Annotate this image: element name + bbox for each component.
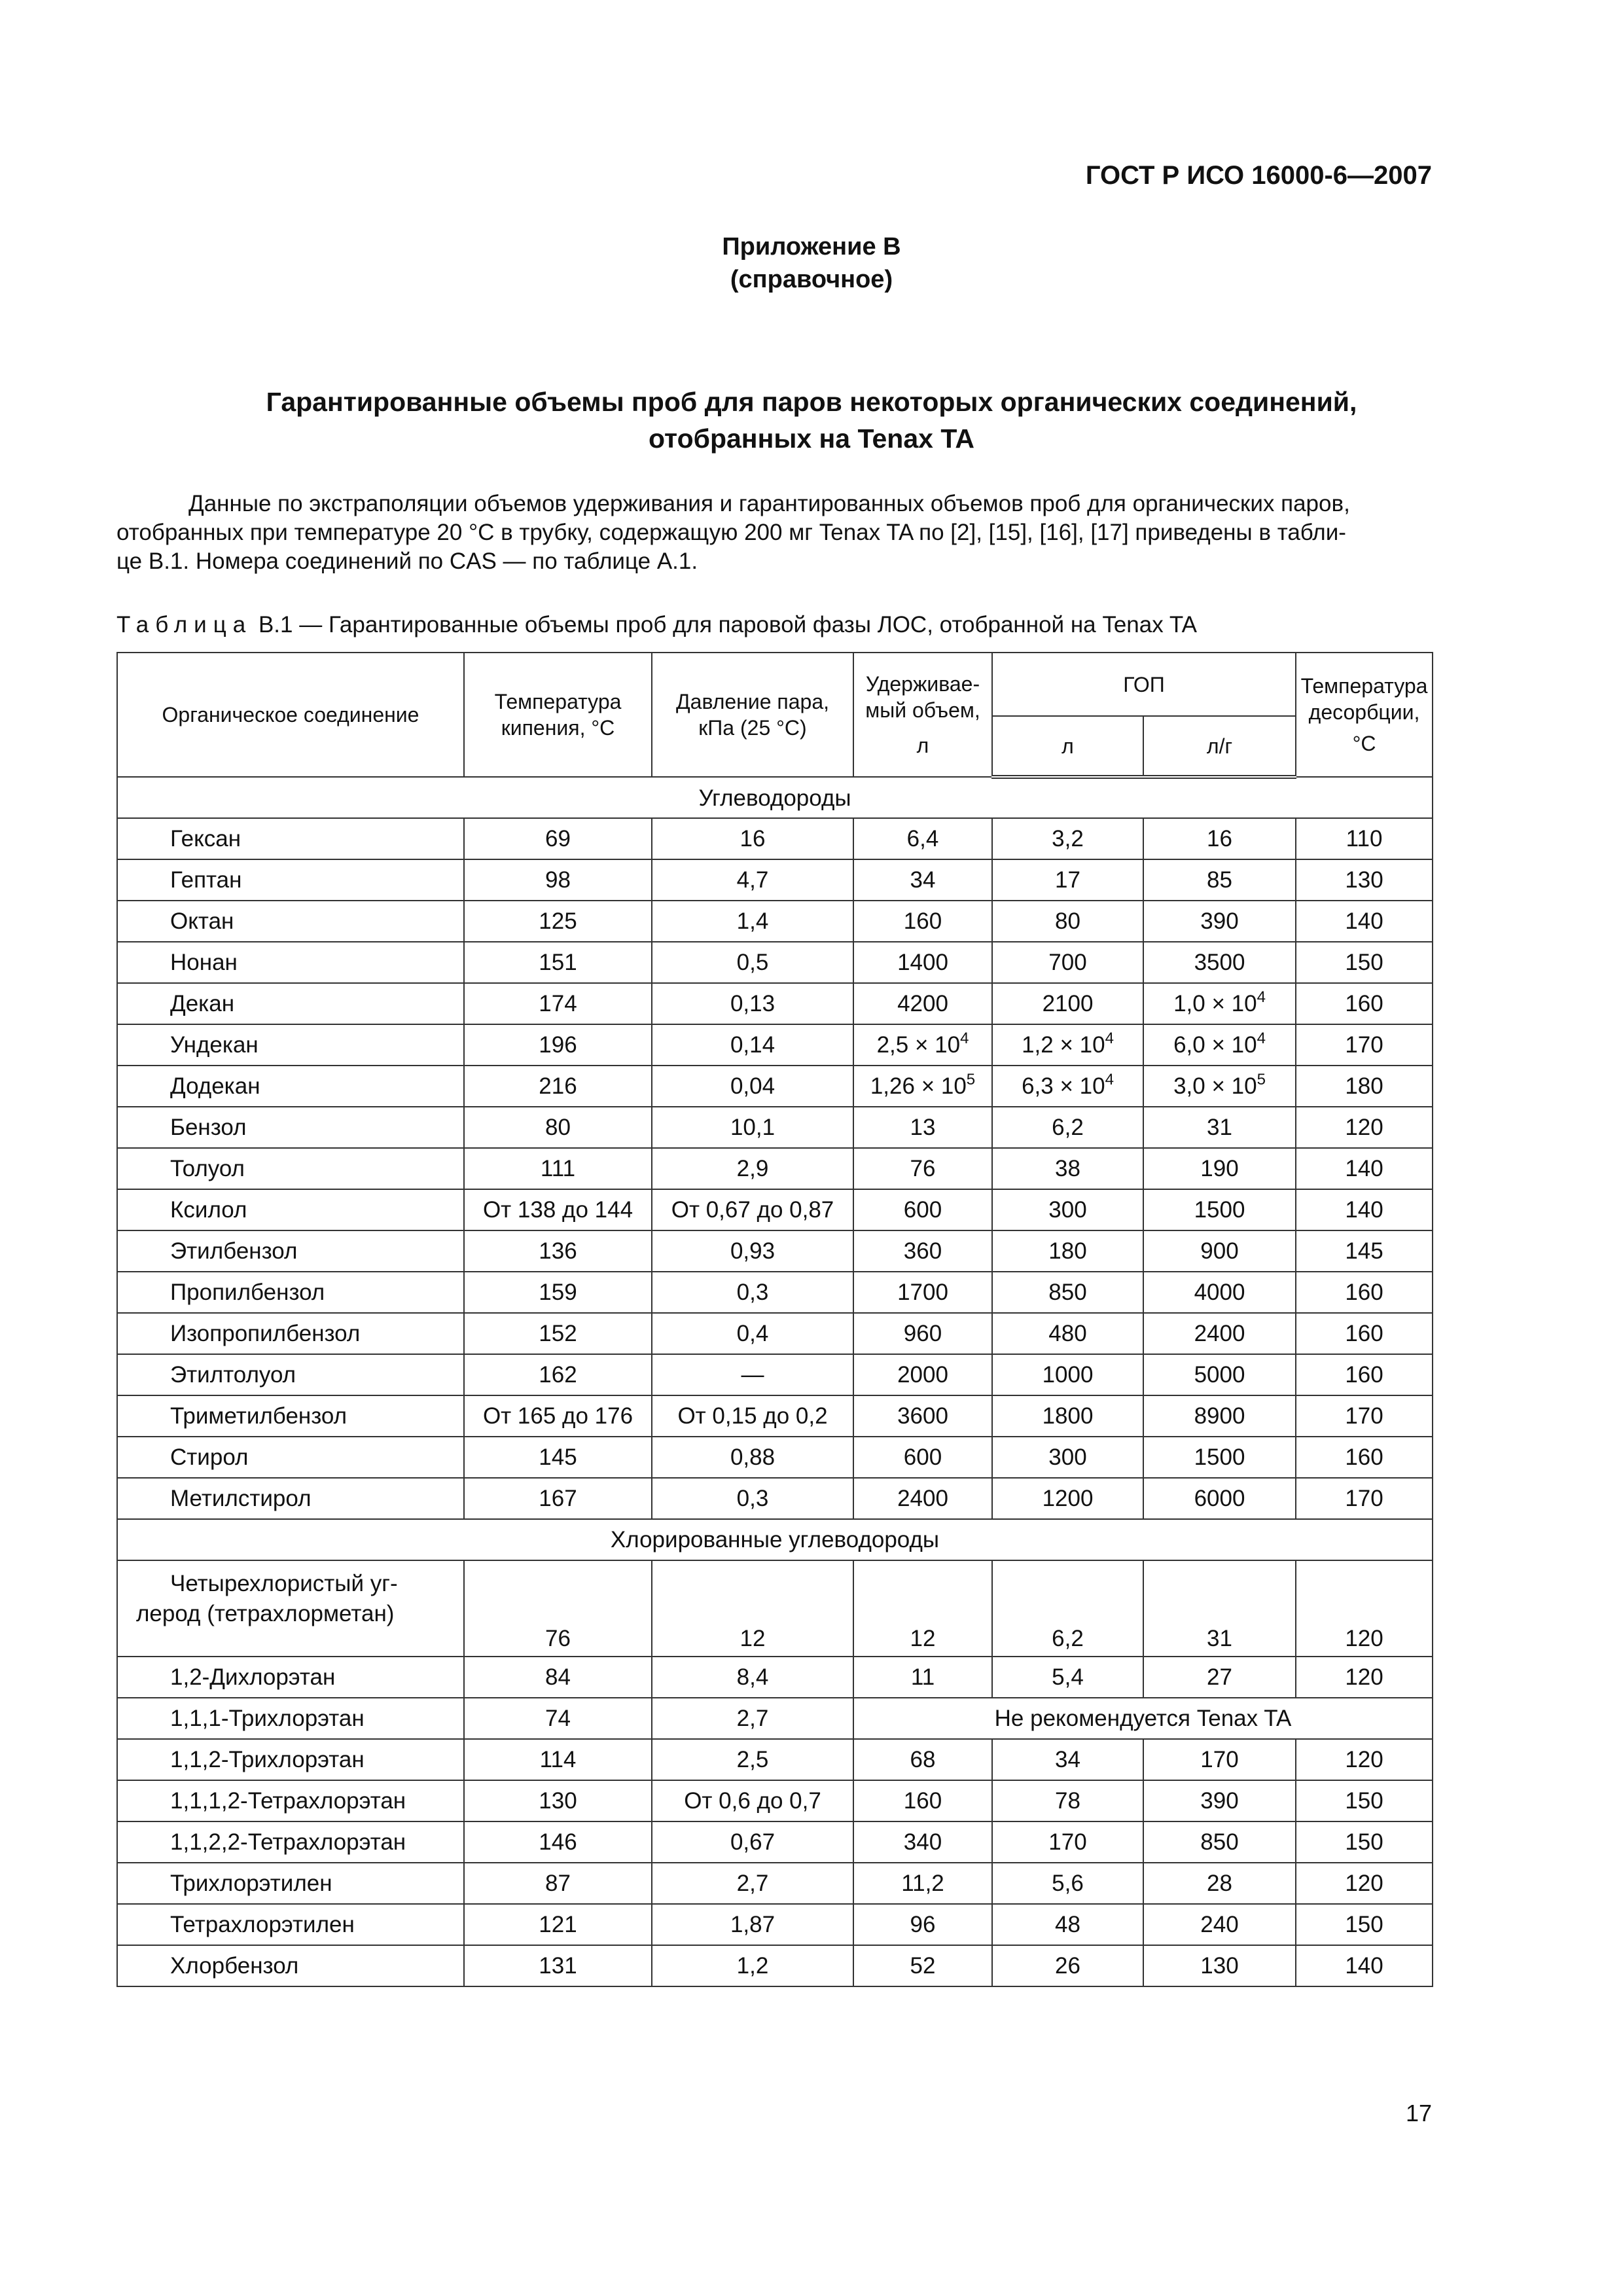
table-row xyxy=(117,1478,1433,1519)
table-row xyxy=(117,1066,1433,1107)
page-title-line-2: отобранных на Tenax TA xyxy=(649,423,974,454)
cell-vapor-pressure: 0,3 xyxy=(652,1272,853,1313)
header-gop: ГОП xyxy=(992,653,1296,716)
cell-compound-name: Стирол xyxy=(117,1437,464,1478)
header-vapor-pressure xyxy=(652,653,853,777)
cell-gop-l: 6,2 xyxy=(992,1107,1143,1148)
cell-gop-lg: 170 xyxy=(1143,1739,1296,1780)
cell-gop-l: 300 xyxy=(992,1189,1143,1230)
table-row xyxy=(117,1313,1433,1354)
cell-gop-l: 170 xyxy=(992,1821,1143,1863)
table-body xyxy=(117,777,1433,1986)
cell-gop-l: 5,4 xyxy=(992,1657,1143,1698)
value-exponent: 5 xyxy=(966,1070,976,1088)
table-row xyxy=(117,1395,1433,1437)
cell-gop-lg: 1500 xyxy=(1143,1189,1296,1230)
cell-vapor-pressure: 0,04 xyxy=(652,1066,853,1107)
cell-retention-volume: 11,2 xyxy=(853,1863,992,1904)
cell-vapor-pressure: — xyxy=(652,1354,853,1395)
table-row xyxy=(117,1107,1433,1148)
cell-gop-l: 1800 xyxy=(992,1395,1143,1437)
header-gop-lg: л/г xyxy=(1143,716,1296,777)
cell-boiling-point: 69 xyxy=(464,818,652,859)
table-caption xyxy=(116,612,1197,638)
cell-desorption-temp: 150 xyxy=(1296,1821,1433,1863)
table-caption-prefix: Таблица xyxy=(116,612,253,637)
cell-desorption-temp: 110 xyxy=(1296,818,1433,859)
cell-vapor-pressure: 10,1 xyxy=(652,1107,853,1148)
cell-boiling-point: От 138 до 144 xyxy=(464,1189,652,1230)
cell-compound-name: Метилстирол xyxy=(117,1478,464,1519)
cell-compound-name xyxy=(117,1560,464,1657)
page-number: 17 xyxy=(1405,2100,1432,2126)
cell-retention-volume: 960 xyxy=(853,1313,992,1354)
cell-gop-l: 300 xyxy=(992,1437,1143,1478)
cell-retention-volume: 2400 xyxy=(853,1478,992,1519)
cell-boiling-point: 125 xyxy=(464,901,652,942)
cell-gop-lg: 130 xyxy=(1143,1945,1296,1986)
cell-gop-lg: 8900 xyxy=(1143,1395,1296,1437)
cell-desorption-temp: 170 xyxy=(1296,1395,1433,1437)
cell-vapor-pressure: 16 xyxy=(652,818,853,859)
cell-gop-lg: 190 xyxy=(1143,1148,1296,1189)
table-row xyxy=(117,1024,1433,1066)
cell-gop-l: 2100 xyxy=(992,983,1143,1024)
cell-boiling-point: 111 xyxy=(464,1148,652,1189)
cell-boiling-point: 162 xyxy=(464,1354,652,1395)
cell-retention-volume: 3600 xyxy=(853,1395,992,1437)
cell-compound-name: Гексан xyxy=(117,818,464,859)
section-title: Углеводороды xyxy=(117,777,1433,818)
cell-gop-l: 1000 xyxy=(992,1354,1143,1395)
cell-gop-l: 38 xyxy=(992,1148,1143,1189)
cell-compound-name: 1,1,2,2-Тетрахлорэтан xyxy=(117,1821,464,1863)
cell-gop-l: 17 xyxy=(992,859,1143,901)
cell-gop-l: 180 xyxy=(992,1230,1143,1272)
cell-boiling-point: 98 xyxy=(464,859,652,901)
cell-desorption-temp: 160 xyxy=(1296,1313,1433,1354)
value-exponent: 4 xyxy=(960,1029,969,1047)
cell-retention-volume: 13 xyxy=(853,1107,992,1148)
cell-vapor-pressure: От 0,15 до 0,2 xyxy=(652,1395,853,1437)
compound-name-line: лерод (тетрахлорметан) xyxy=(136,1601,395,1626)
cell-desorption-temp: 140 xyxy=(1296,1945,1433,1986)
section-title: Хлорированные углеводороды xyxy=(117,1519,1433,1560)
cell-desorption-temp: 160 xyxy=(1296,1272,1433,1313)
value-exponent: 4 xyxy=(1257,988,1266,1006)
cell-desorption-temp: 120 xyxy=(1296,1560,1433,1657)
header-text: Температура xyxy=(1300,674,1428,698)
cell-boiling-point: 131 xyxy=(464,1945,652,1986)
cell-compound-name: Трихлорэтилен xyxy=(117,1863,464,1904)
appendix-subtitle: (справочное) xyxy=(730,266,893,293)
cell-boiling-point: 74 xyxy=(464,1698,652,1739)
header-text: Удерживае- xyxy=(865,672,980,696)
header-desorption-temp xyxy=(1296,653,1433,777)
cell-vapor-pressure: 0,67 xyxy=(652,1821,853,1863)
cell-desorption-temp: 160 xyxy=(1296,1437,1433,1478)
cell-gop-l: 480 xyxy=(992,1313,1143,1354)
table-row xyxy=(117,1863,1433,1904)
cell-desorption-temp: 160 xyxy=(1296,983,1433,1024)
value-mantissa: 1,2 × 10 xyxy=(1022,1031,1105,1058)
section-row xyxy=(117,1519,1433,1560)
cell-gop-lg: 27 xyxy=(1143,1657,1296,1698)
cell-boiling-point: 80 xyxy=(464,1107,652,1148)
cell-vapor-pressure: 1,2 xyxy=(652,1945,853,1986)
value-mantissa: 3,0 × 10 xyxy=(1173,1073,1257,1099)
cell-gop-lg: 390 xyxy=(1143,1780,1296,1821)
cell-desorption-temp: 120 xyxy=(1296,1739,1433,1780)
cell-compound-name: Толуол xyxy=(117,1148,464,1189)
table-row xyxy=(117,983,1433,1024)
table-row xyxy=(117,1148,1433,1189)
cell-vapor-pressure: 0,14 xyxy=(652,1024,853,1066)
table-row xyxy=(117,1437,1433,1478)
header-text: кПа (25 °С) xyxy=(698,716,807,740)
table-row xyxy=(117,1904,1433,1945)
table-row xyxy=(117,1354,1433,1395)
cell-vapor-pressure: 0,13 xyxy=(652,983,853,1024)
table-row xyxy=(117,1780,1433,1821)
cell-compound-name: Ксилол xyxy=(117,1189,464,1230)
cell-gop-lg: 390 xyxy=(1143,901,1296,942)
cell-boiling-point: 159 xyxy=(464,1272,652,1313)
cell-compound-name: 1,1,2-Трихлорэтан xyxy=(117,1739,464,1780)
cell-desorption-temp: 120 xyxy=(1296,1657,1433,1698)
cell-compound-name: Декан xyxy=(117,983,464,1024)
cell-desorption-temp: 160 xyxy=(1296,1354,1433,1395)
cell-compound-name: Гептан xyxy=(117,859,464,901)
table-row xyxy=(117,1698,1433,1739)
cell-gop-l: 1200 xyxy=(992,1478,1143,1519)
header-text: Давление пара, xyxy=(675,690,830,713)
cell-gop-l: 78 xyxy=(992,1780,1143,1821)
cell-boiling-point: 87 xyxy=(464,1863,652,1904)
cell-gop-lg: 31 xyxy=(1143,1560,1296,1657)
cell-boiling-point: 130 xyxy=(464,1780,652,1821)
cell-boiling-point: 196 xyxy=(464,1024,652,1066)
cell-compound-name: Этилтолуол xyxy=(117,1354,464,1395)
cell-compound-name: Хлорбензол xyxy=(117,1945,464,1986)
header-compound: Органическое соединение xyxy=(117,653,464,777)
cell-gop-lg xyxy=(1143,1066,1296,1107)
cell-gop-lg: 4000 xyxy=(1143,1272,1296,1313)
table-row xyxy=(117,1189,1433,1230)
cell-retention-volume: 68 xyxy=(853,1739,992,1780)
cell-gop-lg: 240 xyxy=(1143,1904,1296,1945)
cell-compound-name: Пропилбензол xyxy=(117,1272,464,1313)
cell-gop-lg: 850 xyxy=(1143,1821,1296,1863)
cell-gop-lg: 85 xyxy=(1143,859,1296,901)
cell-gop-l: 48 xyxy=(992,1904,1143,1945)
table-row xyxy=(117,901,1433,942)
cell-gop-lg: 3500 xyxy=(1143,942,1296,983)
cell-compound-name: Этилбензол xyxy=(117,1230,464,1272)
table-row xyxy=(117,1739,1433,1780)
cell-gop-lg xyxy=(1143,1024,1296,1066)
cell-desorption-temp: 150 xyxy=(1296,1780,1433,1821)
cell-vapor-pressure: 0,4 xyxy=(652,1313,853,1354)
cell-retention-volume: 96 xyxy=(853,1904,992,1945)
table-row xyxy=(117,859,1433,901)
cell-desorption-temp: 150 xyxy=(1296,1904,1433,1945)
cell-vapor-pressure: 1,87 xyxy=(652,1904,853,1945)
table-row xyxy=(117,818,1433,859)
cell-gop-l: 3,2 xyxy=(992,818,1143,859)
cell-desorption-temp: 120 xyxy=(1296,1107,1433,1148)
table-row xyxy=(117,1560,1433,1657)
cell-gop-lg: 2400 xyxy=(1143,1313,1296,1354)
table-row xyxy=(117,1230,1433,1272)
header-text: кипения, °С xyxy=(501,716,615,740)
cell-retention-volume xyxy=(853,1024,992,1066)
cell-gop-lg xyxy=(1143,983,1296,1024)
value-mantissa: 1,0 × 10 xyxy=(1173,990,1257,1016)
cell-compound-name: Октан xyxy=(117,901,464,942)
cell-gop-l: 80 xyxy=(992,901,1143,942)
table-row xyxy=(117,1657,1433,1698)
intro-line-2: отобранных при температуре 20 °С в трубку, содержащую 200 мг Tenax TA по [2], [15], [16], [17] приведены в табли- xyxy=(116,520,1346,545)
cell-boiling-point: 136 xyxy=(464,1230,652,1272)
compound-name-line: Четырехлористый уг- xyxy=(170,1571,398,1596)
cell-vapor-pressure: 2,5 xyxy=(652,1739,853,1780)
cell-desorption-temp: 140 xyxy=(1296,901,1433,942)
cell-boiling-point: 167 xyxy=(464,1478,652,1519)
appendix-title: Приложение В xyxy=(722,233,901,260)
cell-gop-l: 6,2 xyxy=(992,1560,1143,1657)
cell-desorption-temp: 120 xyxy=(1296,1863,1433,1904)
header-text: десорбции, xyxy=(1308,700,1420,724)
cell-boiling-point: 146 xyxy=(464,1821,652,1863)
cell-vapor-pressure: 8,4 xyxy=(652,1657,853,1698)
cell-desorption-temp: 130 xyxy=(1296,859,1433,901)
cell-boiling-point: 216 xyxy=(464,1066,652,1107)
cell-vapor-pressure: 0,88 xyxy=(652,1437,853,1478)
cell-vapor-pressure: 4,7 xyxy=(652,859,853,901)
header-retention-volume xyxy=(853,653,992,777)
cell-gop-l xyxy=(992,1066,1143,1107)
intro-line-1: Данные по экстраполяции объемов удерживания и гарантированных объемов проб для органических паров, xyxy=(188,491,1350,516)
cell-retention-volume: 12 xyxy=(853,1560,992,1657)
table-row xyxy=(117,1272,1433,1313)
table-row xyxy=(117,1821,1433,1863)
cell-retention-volume xyxy=(853,1066,992,1107)
cell-boiling-point: 76 xyxy=(464,1560,652,1657)
cell-compound-name: Додекан xyxy=(117,1066,464,1107)
document-code: ГОСТ Р ИСО 16000-6—2007 xyxy=(1085,161,1432,190)
cell-gop-l xyxy=(992,1024,1143,1066)
cell-compound-name: Триметилбензол xyxy=(117,1395,464,1437)
value-exponent: 5 xyxy=(1257,1070,1266,1088)
cell-gop-lg: 1500 xyxy=(1143,1437,1296,1478)
cell-gop-l: 5,6 xyxy=(992,1863,1143,1904)
intro-paragraph xyxy=(116,490,1432,576)
value-mantissa: 6,3 × 10 xyxy=(1022,1073,1105,1099)
cell-gop-lg: 6000 xyxy=(1143,1478,1296,1519)
page-title-line-1: Гарантированные объемы проб для паров некоторых органических соединений, xyxy=(266,387,1357,417)
cell-retention-volume: 76 xyxy=(853,1148,992,1189)
cell-retention-volume: 11 xyxy=(853,1657,992,1698)
cell-retention-volume: 4200 xyxy=(853,983,992,1024)
cell-desorption-temp: 140 xyxy=(1296,1148,1433,1189)
cell-note: Не рекомендуется Tenax TA xyxy=(853,1698,1433,1739)
cell-retention-volume: 52 xyxy=(853,1945,992,1986)
cell-compound-name: Бензол xyxy=(117,1107,464,1148)
page-title xyxy=(0,384,1623,457)
cell-retention-volume: 160 xyxy=(853,901,992,942)
cell-retention-volume: 1700 xyxy=(853,1272,992,1313)
cell-vapor-pressure: 1,4 xyxy=(652,901,853,942)
table-row xyxy=(117,1945,1433,1986)
header-boiling-point xyxy=(464,653,652,777)
cell-retention-volume: 6,4 xyxy=(853,818,992,859)
header-text: °С xyxy=(1352,732,1376,755)
value-mantissa: 6,0 × 10 xyxy=(1173,1031,1257,1058)
appendix-heading xyxy=(0,230,1623,296)
table-row xyxy=(117,942,1433,983)
cell-retention-volume: 160 xyxy=(853,1780,992,1821)
cell-boiling-point: 174 xyxy=(464,983,652,1024)
cell-vapor-pressure: 2,7 xyxy=(652,1698,853,1739)
cell-compound-name: Ундекан xyxy=(117,1024,464,1066)
cell-vapor-pressure: 2,7 xyxy=(652,1863,853,1904)
intro-line-3: це В.1. Номера соединений по CAS — по таблице А.1. xyxy=(116,548,698,574)
cell-vapor-pressure: 0,5 xyxy=(652,942,853,983)
cell-desorption-temp: 140 xyxy=(1296,1189,1433,1230)
cell-boiling-point: 84 xyxy=(464,1657,652,1698)
cell-boiling-point: 151 xyxy=(464,942,652,983)
cell-gop-lg: 31 xyxy=(1143,1107,1296,1148)
cell-gop-l: 26 xyxy=(992,1945,1143,1986)
table-header xyxy=(117,653,1433,777)
cell-vapor-pressure: 0,3 xyxy=(652,1478,853,1519)
table-caption-text: В.1 — Гарантированные объемы проб для паровой фазы ЛОС, отобранной на Tenax TA xyxy=(252,612,1197,637)
cell-gop-l: 34 xyxy=(992,1739,1143,1780)
cell-vapor-pressure: От 0,67 до 0,87 xyxy=(652,1189,853,1230)
cell-gop-lg: 28 xyxy=(1143,1863,1296,1904)
cell-compound-name: Изопропилбензол xyxy=(117,1313,464,1354)
value-exponent: 4 xyxy=(1105,1070,1114,1088)
cell-boiling-point: 114 xyxy=(464,1739,652,1780)
cell-boiling-point: 121 xyxy=(464,1904,652,1945)
cell-compound-name: Тетрахлорэтилен xyxy=(117,1904,464,1945)
cell-desorption-temp: 170 xyxy=(1296,1024,1433,1066)
cell-gop-l: 700 xyxy=(992,942,1143,983)
cell-compound-name: Нонан xyxy=(117,942,464,983)
value-mantissa: 1,26 × 10 xyxy=(870,1073,967,1099)
cell-vapor-pressure: 0,93 xyxy=(652,1230,853,1272)
cell-retention-volume: 1400 xyxy=(853,942,992,983)
header-gop-l: л xyxy=(992,716,1143,777)
cell-gop-l: 850 xyxy=(992,1272,1143,1313)
cell-gop-lg: 16 xyxy=(1143,818,1296,859)
cell-vapor-pressure: 12 xyxy=(652,1560,853,1657)
data-table xyxy=(116,652,1433,1987)
cell-compound-name: 1,1,1-Трихлорэтан xyxy=(117,1698,464,1739)
cell-gop-lg: 900 xyxy=(1143,1230,1296,1272)
header-text: Температура xyxy=(494,690,622,713)
cell-vapor-pressure: От 0,6 до 0,7 xyxy=(652,1780,853,1821)
cell-boiling-point: 152 xyxy=(464,1313,652,1354)
value-exponent: 4 xyxy=(1257,1029,1266,1047)
section-row xyxy=(117,777,1433,818)
cell-desorption-temp: 145 xyxy=(1296,1230,1433,1272)
cell-retention-volume: 600 xyxy=(853,1189,992,1230)
cell-boiling-point: 145 xyxy=(464,1437,652,1478)
cell-gop-lg: 5000 xyxy=(1143,1354,1296,1395)
header-text: мый объем, xyxy=(865,698,980,722)
cell-retention-volume: 340 xyxy=(853,1821,992,1863)
cell-retention-volume: 600 xyxy=(853,1437,992,1478)
cell-compound-name: 1,1,1,2-Тетрахлорэтан xyxy=(117,1780,464,1821)
cell-retention-volume: 2000 xyxy=(853,1354,992,1395)
cell-desorption-temp: 150 xyxy=(1296,942,1433,983)
value-exponent: 4 xyxy=(1105,1029,1114,1047)
cell-compound-name: 1,2-Дихлорэтан xyxy=(117,1657,464,1698)
cell-boiling-point: От 165 до 176 xyxy=(464,1395,652,1437)
cell-vapor-pressure: 2,9 xyxy=(652,1148,853,1189)
header-text: л xyxy=(916,734,929,757)
cell-desorption-temp: 170 xyxy=(1296,1478,1433,1519)
cell-retention-volume: 360 xyxy=(853,1230,992,1272)
cell-desorption-temp: 180 xyxy=(1296,1066,1433,1107)
cell-retention-volume: 34 xyxy=(853,859,992,901)
value-mantissa: 2,5 × 10 xyxy=(876,1031,961,1058)
